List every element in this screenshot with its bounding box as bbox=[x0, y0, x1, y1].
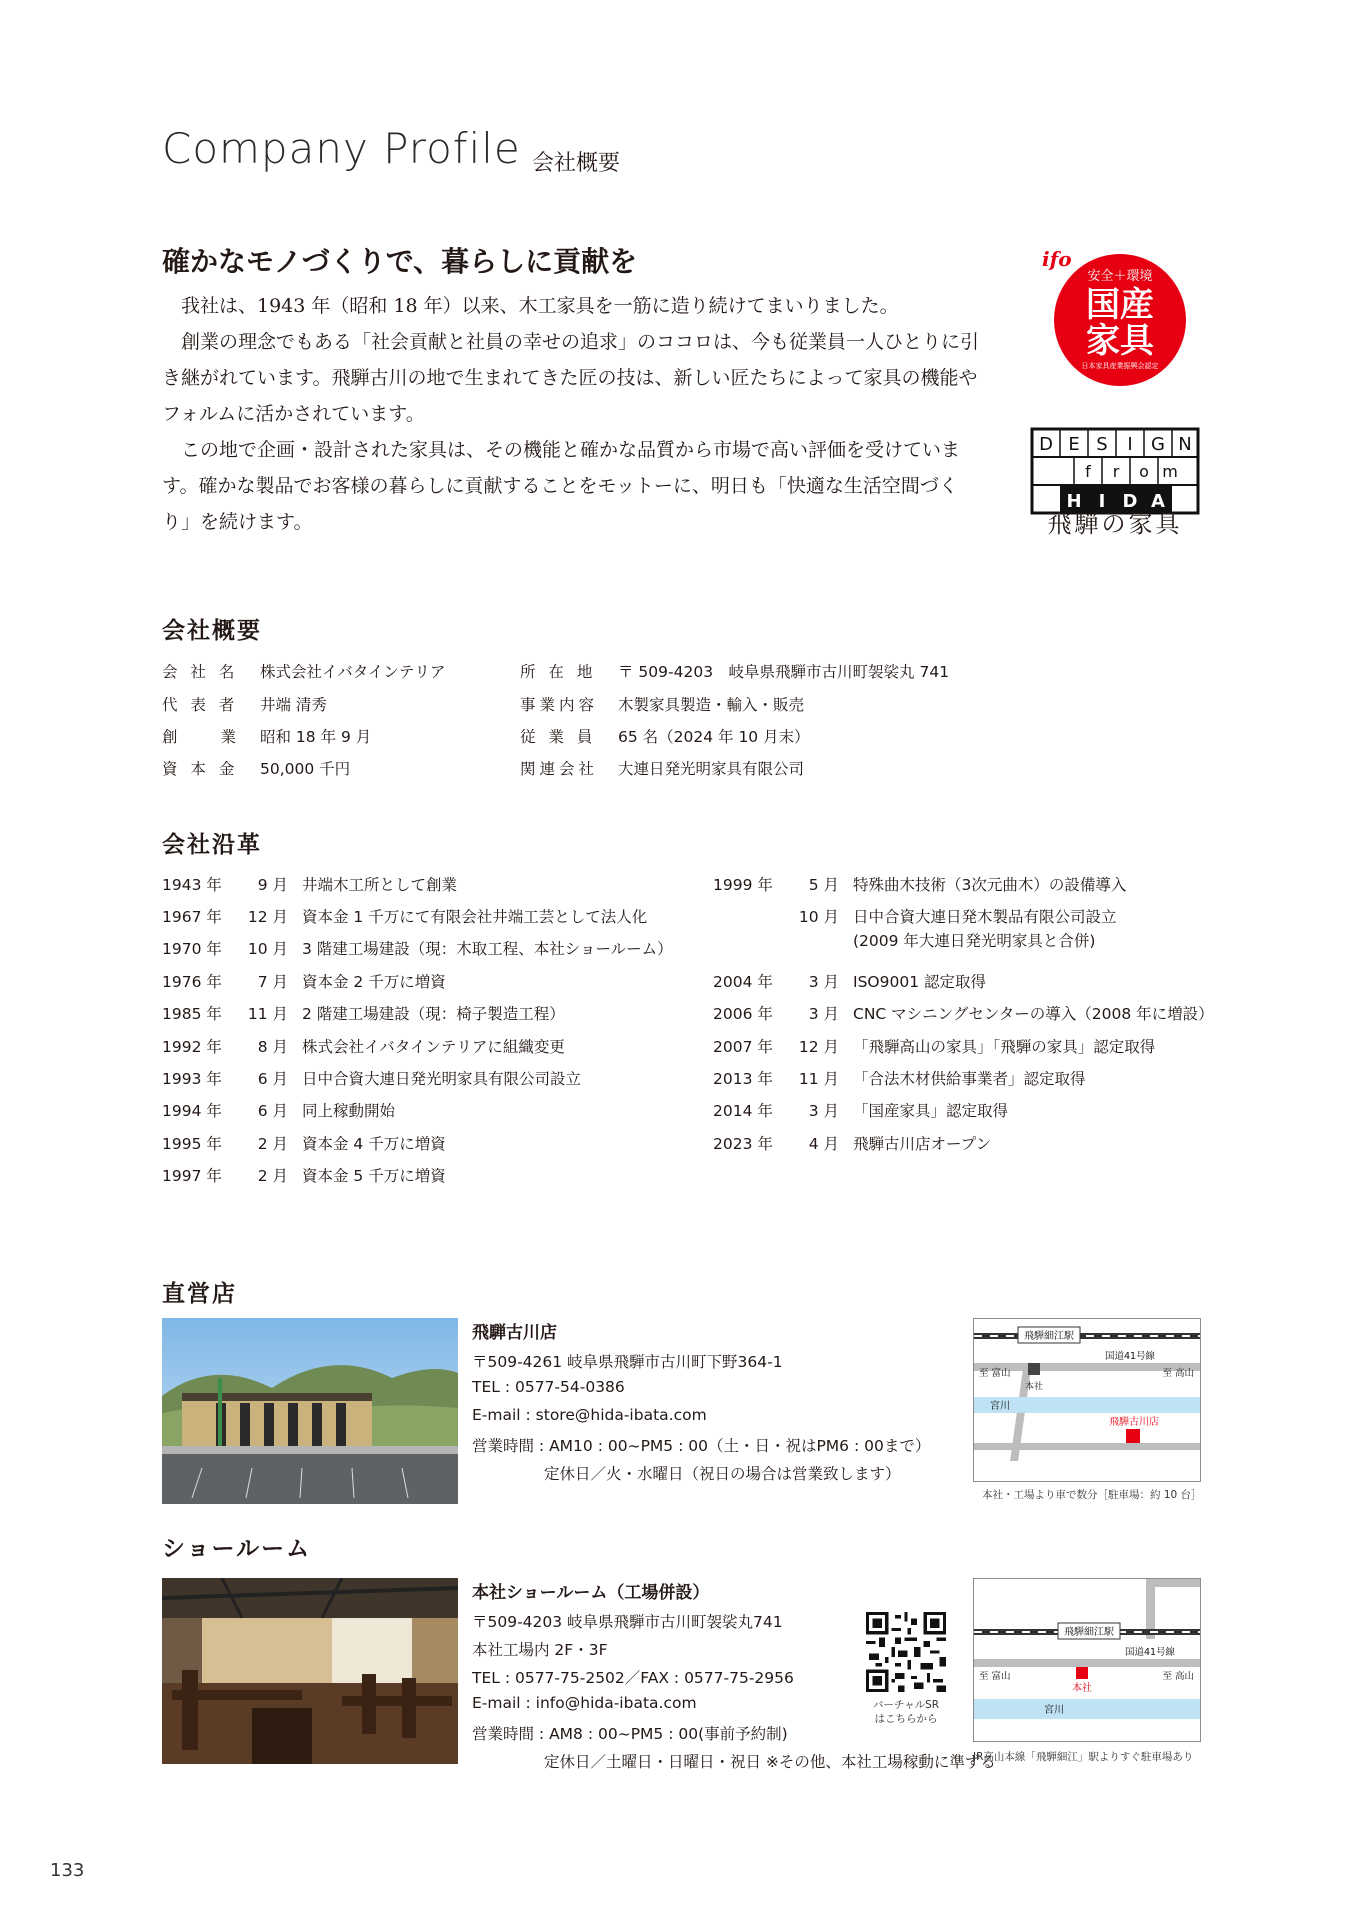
history-month: 8 月 bbox=[257, 1038, 288, 1056]
dfh-letter: D bbox=[1039, 434, 1053, 455]
history-event: 2 階建工場建設（現：椅子製造工程） bbox=[302, 1005, 565, 1023]
store-map-caption: 本社・工場より車で数分［駐車場：約 10 台］ bbox=[982, 1489, 1202, 1501]
map-station-label: 飛騨細江駅 bbox=[1024, 1331, 1074, 1342]
history-month: 6 月 bbox=[257, 1070, 288, 1088]
showroom-tel: TEL : 0577-75-2502／FAX : 0577-75-2956 bbox=[472, 1669, 794, 1687]
showroom-map-caption: JR高山本線「飛騨細江」駅よりすぐ駐車場あり bbox=[973, 1751, 1194, 1763]
history-event: 株式会社イバタインテリアに組織変更 bbox=[302, 1038, 565, 1056]
history-year: 1992 年 bbox=[162, 1038, 222, 1056]
history-event: 「国産家具」認定取得 bbox=[853, 1102, 1009, 1120]
dfh-letter: f bbox=[1085, 462, 1091, 481]
overview-value: 50,000 千円 bbox=[260, 760, 351, 778]
history-year: 2014 年 bbox=[713, 1102, 773, 1120]
store-tel: TEL : 0577-54-0386 bbox=[472, 1378, 625, 1396]
overview-row bbox=[162, 757, 350, 779]
dfh-letter: o bbox=[1139, 462, 1149, 481]
history-month: 3 月 bbox=[808, 1005, 839, 1023]
map-left-label: 至 富山 bbox=[979, 1671, 1011, 1682]
qr-caption-line: バーチャルSR bbox=[872, 1699, 940, 1711]
overview-value: 65 名（2024 年 10 月末） bbox=[618, 728, 810, 746]
history-event: 井端木工所として創業 bbox=[302, 876, 458, 894]
history-event-note: (2009 年大連日発光明家具と合併) bbox=[853, 932, 1096, 950]
history-year: 2023 年 bbox=[713, 1135, 773, 1153]
history-year: 1967 年 bbox=[162, 908, 222, 926]
dfh-letter: S bbox=[1096, 434, 1108, 455]
showroom-address: 〒509-4203 岐阜県飛騨市古川町袈裟丸741 bbox=[472, 1613, 783, 1631]
history-month: 11 月 bbox=[798, 1070, 839, 1088]
badge-line1: 国産 bbox=[1086, 285, 1154, 325]
overview-value: 〒 509-4203 岐阜県飛騨市古川町袈裟丸 741 bbox=[618, 663, 950, 681]
intro-paragraph: この地で企画・設計された家具は、その機能と確かな品質から市場で高い評価を受けています。確かな製品でお客様の暮らしに貢献することをモットーに、明日も「快適な生活空間づくり」を続けます。 bbox=[162, 439, 961, 533]
dfh-letter: A bbox=[1151, 491, 1165, 512]
dfh-letter: N bbox=[1178, 434, 1192, 455]
map-right-label: 至 高山 bbox=[1162, 1671, 1194, 1682]
dfh-letter: m bbox=[1162, 462, 1178, 481]
store-hours: 営業時間 : AM10 : 00~PM5 : 00（土・日・祝はPM6 : 00まで） bbox=[472, 1437, 931, 1455]
qr-caption bbox=[856, 1698, 956, 1726]
overview-label: 創 業 bbox=[162, 728, 241, 746]
overview-row bbox=[520, 660, 949, 682]
map-river-label: 宮川 bbox=[990, 1401, 1010, 1412]
page-subtitle: 会社概要 bbox=[532, 151, 621, 176]
history-event: 3 階建工場建設（現：木取工程、本社ショールーム） bbox=[302, 940, 673, 958]
history-event: 資本金 2 千万に増資 bbox=[302, 973, 446, 991]
overview-label: 資 本 金 bbox=[162, 760, 239, 778]
overview-label: 従 業 員 bbox=[520, 728, 597, 746]
overview-value: 井端 清秀 bbox=[260, 696, 327, 714]
dfh-letter: E bbox=[1068, 434, 1080, 455]
qr-caption-line: はこちらから bbox=[874, 1713, 938, 1725]
showroom-photo bbox=[162, 1578, 458, 1764]
history-year: 1970 年 bbox=[162, 940, 222, 958]
map-route-label: 国道41号線 bbox=[1124, 1647, 1176, 1658]
dfh-letter: G bbox=[1151, 434, 1165, 455]
overview-row bbox=[520, 693, 804, 715]
overview-value: 大連日発光明家具有限公司 bbox=[618, 760, 805, 778]
overview-label: 事業内容 bbox=[520, 696, 599, 714]
history-year: 1994 年 bbox=[162, 1102, 222, 1120]
map-left-label: 至 富山 bbox=[979, 1368, 1011, 1379]
history-event: 資本金 4 千万に増資 bbox=[302, 1135, 446, 1153]
overview-label: 所 在 地 bbox=[520, 663, 597, 681]
overview-row bbox=[162, 660, 445, 682]
store-email[interactable]: E-mail : store@hida-ibata.com bbox=[472, 1406, 707, 1424]
history-month: 10 月 bbox=[798, 908, 839, 926]
history-year: 2006 年 bbox=[713, 1005, 773, 1023]
map-hq-label: 本社 bbox=[1072, 1683, 1092, 1694]
store-heading: 直営店 bbox=[162, 1281, 237, 1307]
history-month: 6 月 bbox=[257, 1102, 288, 1120]
store-name: 飛騨古川店 bbox=[472, 1323, 557, 1343]
overview-value: 木製家具製造・輸入・販売 bbox=[618, 696, 805, 714]
history-year: 1999 年 bbox=[713, 876, 773, 894]
store-map bbox=[973, 1318, 1201, 1482]
badge-top-text: 安全＋環境 bbox=[1087, 269, 1153, 284]
history-year: 2013 年 bbox=[713, 1070, 773, 1088]
kokusan-kagu-badge bbox=[1040, 242, 1190, 392]
history-month: 2 月 bbox=[257, 1135, 288, 1153]
store-address: 〒509-4261 岐阜県飛騨市古川町下野364-1 bbox=[472, 1353, 783, 1371]
map-hq-label: 本社 bbox=[1024, 1382, 1044, 1392]
history-event: 飛騨古川店オープン bbox=[853, 1135, 992, 1153]
showroom-map bbox=[973, 1578, 1201, 1742]
history-year: 2004 年 bbox=[713, 973, 773, 991]
badge-line2: 家具 bbox=[1086, 321, 1154, 361]
dfh-letter: H bbox=[1066, 491, 1082, 512]
showroom-heading: ショールーム bbox=[162, 1536, 312, 1562]
history-year: 1997 年 bbox=[162, 1167, 222, 1185]
history-heading: 会社沿革 bbox=[162, 832, 262, 858]
history-event: 日中合資大連日発木製品有限公司設立 bbox=[853, 908, 1117, 926]
history-event: 同上稼動開始 bbox=[302, 1102, 396, 1120]
history-month: 12 月 bbox=[798, 1038, 839, 1056]
history-event: ISO9001 認定取得 bbox=[853, 973, 986, 991]
overview-row bbox=[520, 757, 804, 779]
history-year: 1993 年 bbox=[162, 1070, 222, 1088]
history-month: 9 月 bbox=[257, 876, 288, 894]
map-river-label: 宮川 bbox=[1044, 1705, 1064, 1716]
history-year: 1976 年 bbox=[162, 973, 222, 991]
history-month: 3 月 bbox=[808, 1102, 839, 1120]
history-event: 「合法木材供給事業者」認定取得 bbox=[853, 1070, 1086, 1088]
history-event: 資本金 1 千万にて有限会社井端工芸として法人化 bbox=[302, 908, 648, 926]
showroom-floor: 本社工場内 2F・3F bbox=[472, 1641, 608, 1659]
history-month: 2 月 bbox=[257, 1167, 288, 1185]
dfh-letter: r bbox=[1112, 462, 1120, 481]
history-year: 1985 年 bbox=[162, 1005, 222, 1023]
map-route-label: 国道41号線 bbox=[1104, 1351, 1156, 1362]
showroom-name: 本社ショールーム（工場併設） bbox=[472, 1583, 710, 1603]
history-month: 10 月 bbox=[247, 940, 288, 958]
overview-row bbox=[520, 725, 810, 747]
overview-row bbox=[162, 693, 327, 715]
map-station-label: 飛騨細江駅 bbox=[1064, 1627, 1114, 1638]
history-event: 特殊曲木技術（3次元曲木）の設備導入 bbox=[853, 876, 1127, 894]
map-shop-label: 飛騨古川店 bbox=[1109, 1417, 1159, 1428]
intro-paragraph: 我社は、1943 年（昭和 18 年）以来、木工家具を一筋に造り続けてまいりました。 bbox=[181, 295, 899, 317]
qr-code[interactable] bbox=[866, 1612, 946, 1692]
badge-bottom-text: 日本家具産業振興会認定 bbox=[1081, 362, 1159, 370]
store-photo bbox=[162, 1318, 458, 1504]
overview-label: 関連会社 bbox=[520, 760, 599, 778]
design-from-hida-caption: 飛騨の家具 bbox=[1047, 510, 1183, 538]
history-month: 3 月 bbox=[808, 973, 839, 991]
intro-heading: 確かなモノづくりで、暮らしに貢献を bbox=[162, 245, 638, 278]
page-title: Company Profile bbox=[162, 124, 521, 173]
dfh-letter: D bbox=[1122, 491, 1138, 512]
store-holiday: 定休日／火・水曜日（祝日の場合は営業致します） bbox=[544, 1465, 901, 1483]
ifo-mark: ifo bbox=[1042, 247, 1072, 271]
dfh-letter: I bbox=[1098, 491, 1106, 512]
history-month: 12 月 bbox=[247, 908, 288, 926]
history-event: 日中合資大連日発光明家具有限公司設立 bbox=[302, 1070, 582, 1088]
history-event: 資本金 5 千万に増資 bbox=[302, 1167, 446, 1185]
history-event: 「飛騨高山の家具」「飛騨の家具」認定取得 bbox=[853, 1038, 1156, 1056]
overview-label: 代 表 者 bbox=[162, 696, 239, 714]
showroom-holiday: 定休日／土曜日・日曜日・祝日 ※その他、本社工場稼動に準ずる bbox=[544, 1753, 996, 1771]
history-month: 11 月 bbox=[247, 1005, 288, 1023]
intro-body bbox=[162, 288, 982, 540]
history-year: 2007 年 bbox=[713, 1038, 773, 1056]
history-year: 1995 年 bbox=[162, 1135, 222, 1153]
overview-value: 昭和 18 年 9 月 bbox=[260, 728, 372, 746]
page-number: 133 bbox=[50, 1860, 85, 1881]
map-right-label: 至 高山 bbox=[1162, 1368, 1194, 1379]
history-event: CNC マシニングセンターの導入（2008 年に増設） bbox=[853, 1005, 1214, 1023]
intro-paragraph: 創業の理念でもある「社会貢献と社員の幸せの追求」のココロは、今も従業員一人ひとりに引き継がれています。飛騨古川の地で生まれてきた匠の技は、新しい匠たちによって家具の機能やフォルムに活かされています。 bbox=[162, 331, 980, 425]
overview-value: 株式会社イバタインテリア bbox=[260, 663, 446, 681]
history-month: 5 月 bbox=[808, 876, 839, 894]
history-year: 1943 年 bbox=[162, 876, 222, 894]
overview-row bbox=[162, 725, 371, 747]
dfh-letter: I bbox=[1127, 434, 1133, 455]
overview-label: 会 社 名 bbox=[162, 663, 239, 681]
showroom-email[interactable]: E-mail : info@hida-ibata.com bbox=[472, 1694, 697, 1712]
overview-heading: 会社概要 bbox=[162, 618, 262, 644]
history-month: 7 月 bbox=[257, 973, 288, 991]
showroom-hours: 営業時間 : AM8 : 00~PM5 : 00(事前予約制) bbox=[472, 1725, 788, 1743]
history-month: 4 月 bbox=[808, 1135, 839, 1153]
